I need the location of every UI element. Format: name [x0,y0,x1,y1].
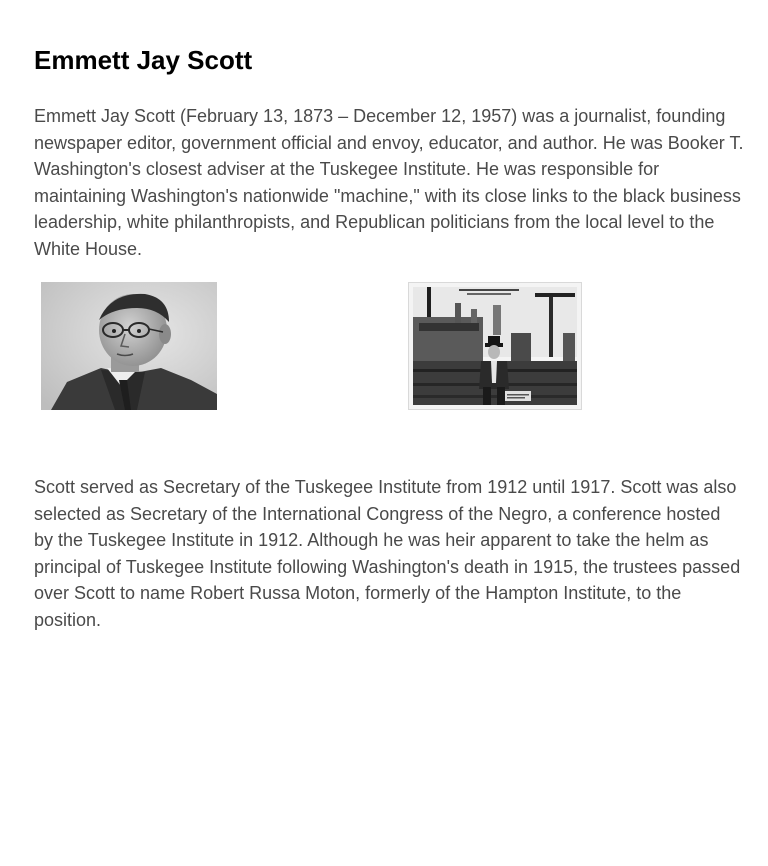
page-title: Emmett Jay Scott [34,45,253,75]
secretary-paragraph: Scott served as Secretary of the Tuskegee Institute from 1912 until 1917. Scott was also selected as Secretary of the International Congress of the Negro, a conference hosted by the Tuskegee Institute in 1912. Although he was heir apparent to take the helm as principal of Tuskegee Institute following Washington's death in 1915, the trustees passed over Scott to name Robert Russa Moton, formerly of the Hampton Institute, to the position. [34,477,741,630]
dock-photo [408,282,582,410]
intro-paragraph: Emmett Jay Scott (February 13, 1873 – December 12, 1957) was a journalist, founding newspaper editor, government official and envoy, educator, and author. He was Booker T. Washington's closest adviser at the Tuskegee Institute. He was responsible for maintaining Washington's nationwide "machine," with its close links to the black business leadership, white philanthropists, and Republican politicians from the local level to the White House. [34,106,744,259]
portrait-photo [41,282,217,410]
